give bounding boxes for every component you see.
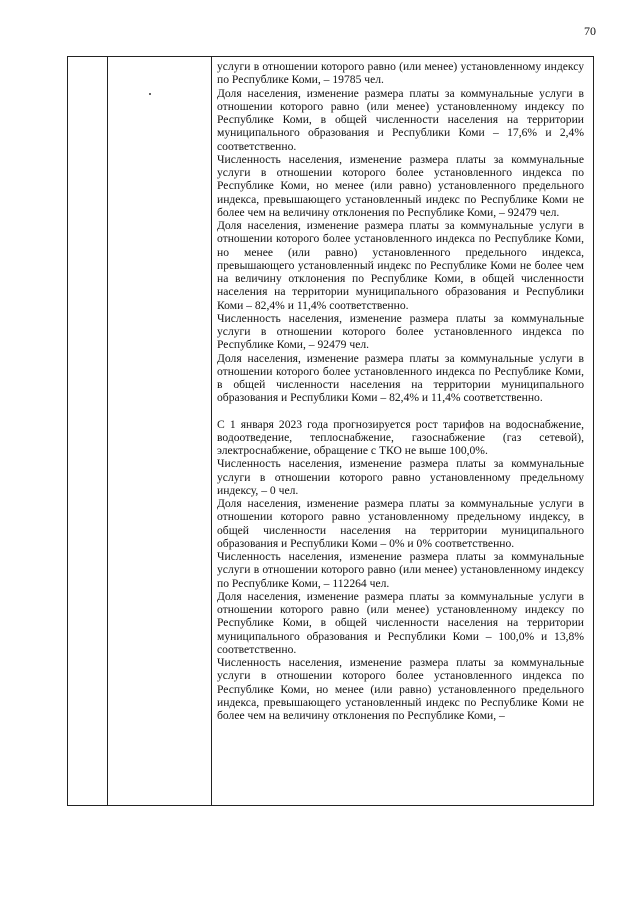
paragraph: Численность населения, изменение размера платы за коммунальные услуги в отношении которого равно установленному предельному индексу, – 0 чел.	[217, 457, 584, 497]
paragraph: Численность населения, изменение размера платы за коммунальные услуги в отношении которого равно (или менее) установленному индексу по Республике Коми, – 112264 чел.	[217, 550, 584, 590]
document-table	[67, 56, 594, 806]
paragraph: Доля населения, изменение размера платы за коммунальные услуги в отношении которого более установленного индекса по Республике Коми, в общей численности населения на территории муниципального образования и Республики Коми – 82,4% и 11,4% соответственно.	[217, 351, 584, 405]
table-column-divider	[107, 57, 108, 805]
paragraph: Численность населения, изменение размера платы за коммунальные услуги в отношении которого более установленного индекса по Республике Коми, но менее (или равно) установленного предельного индекса, превышающего установленный индекс по Республике Коми не более чем на величину отклонения по Республике Коми, –	[217, 656, 584, 722]
paragraph-gap	[217, 405, 584, 418]
paragraph: Доля населения, изменение размера платы за коммунальные услуги в отношении которого равно (или менее) установленному индексу по Республике Коми, в общей численности населения на территории муниципального образования и Республики Коми – 17,6% и 2,4% соответственно.	[217, 86, 584, 153]
paragraph: Доля населения, изменение размера платы за коммунальные услуги в отношении которого равно (или менее) установленному индексу по Республике Коми, в общей численности населения на территории муниципального образования и Республики Коми – 100,0% и 13,8% соответственно.	[217, 589, 584, 656]
paragraph: Доля населения, изменение размера платы за коммунальные услуги в отношении которого равно установленному предельному индексу, в общей численности населения на территории муниципального образования и Республики Коми – 0% и 0% соответственно.	[217, 497, 584, 550]
paragraph: услуги в отношении которого равно (или менее) установленному индексу по Республике Коми, – 19785 чел.	[217, 60, 584, 87]
page-number: 70	[584, 24, 596, 38]
paragraph: С 1 января 2023 года прогнозируется рост тарифов на водоснабжение, водоотведение, теплоснабжение, газоснабжение (газ сетевой), электроснабжение, обращение с ТКО не выше 100,0%.	[217, 417, 584, 457]
table-column-divider	[211, 57, 212, 805]
paragraph: Численность населения, изменение размера платы за коммунальные услуги в отношении которого более установленного индекса по Республике Коми, – 92479 чел.	[217, 311, 584, 352]
scan-speck	[149, 93, 151, 95]
paragraph: Доля населения, изменение размера платы за коммунальные услуги в отношении которого более установленного индекса по Республике Коми, но менее (или равно) установленного предельного индекса, превышающего установленный индекс по Республике Коми не более чем на величину отклонения по Республике Коми, в общей численности населения на территории муниципального образования и Республики Коми – 82,4% и 11,4% соответственно.	[217, 219, 584, 312]
paragraph: Численность населения, изменение размера платы за коммунальные услуги в отношении которого более установленного индекса по Республике Коми, но менее (или равно) установленного предельного индекса, превышающего установленный индекс по Республике Коми не более чем на величину отклонения по Республике Коми, – 92479 чел.	[217, 152, 584, 219]
table-text-cell	[217, 60, 584, 722]
